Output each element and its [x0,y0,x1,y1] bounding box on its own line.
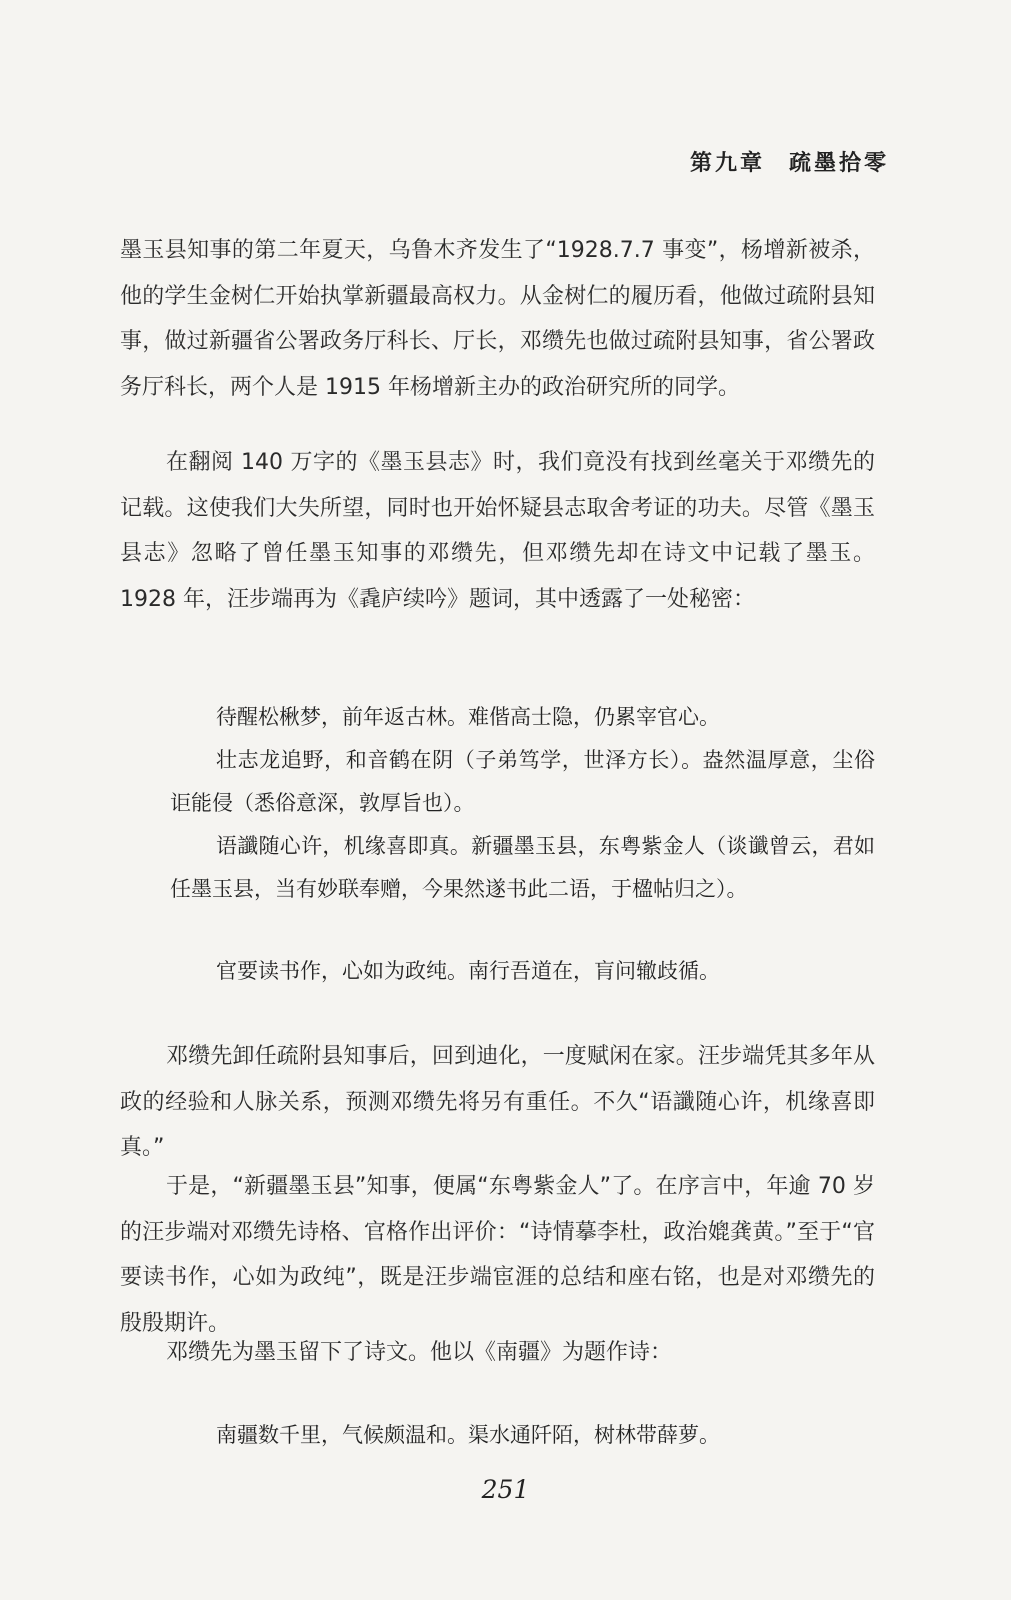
page-number: 251 [481,1475,530,1504]
paragraph-3: 邓缵先卸任疏附县知事后，回到迪化，一度赋闲在家。汪步端凭其多年从政的经验和人脉关系，预测邓缵先将另有重任。不久“语讖随心许，机缘喜即真。” [120,1044,875,1160]
paragraph-1: 墨玉县知事的第二年夏天，乌鲁木齐发生了“1928.7.7 事变”，杨增新被杀，他的学生金树仁开始执掌新疆最高权力。从金树仁的履历看，他做过疏附县知事，做过新疆省公署政务厅科长、厅长，邓缵先也做过疏附县知事，省公署政务厅科长，两个人是 1915 年杨增新主办的政治研究所的同学。 [120,238,875,400]
chapter-number: 第九章 [689,150,765,176]
paragraph-2: 在翻阅 140 万字的《墨玉县志》时，我们竟没有找到丝毫关于邓缵先的记载。这使我们大失所望，同时也开始怀疑县志取舍考证的功夫。尽管《墨玉县志》忽略了曾任墨玉知事的邓缵先，但邓缵先却在诗文中记载了墨玉。1928 年，汪步端再为《毳庐续吟》题词，其中透露了一处秘密： [120,450,875,612]
running-head [690,146,889,177]
paragraph-4: 于是，“新疆墨玉县”知事，便属“东粤紫金人”了。在序言中，年逾 70 岁的汪步端对邓缵先诗格、官格作出评价：“诗情摹李杜，政治媲龚黄。”至于“官要读书作，心如为政纯”，既是汪步端宦涯的总结和座右铭，也是对邓缵先的殷殷期许。 [120,1174,875,1336]
poem-nanjiang-line-1: 南疆数千里，气候颇温和。渠水通阡陌，树林带薛萝。 [216,1423,720,1447]
poem-line-2: 壮志龙追野，和音鹤在阴（子弟笃学，世泽方长）。盎然温厚意，尘俗讵能侵（悉俗意深，敦厚旨也）。 [170,748,875,815]
poem-line-4: 官要读书作，心如为政纯。南行吾道在，肓问辙歧循。 [216,959,720,983]
chapter-title: 疏墨拾零 [788,150,889,176]
paragraph-5: 邓缵先为墨玉留下了诗文。他以《南疆》为题作诗： [166,1340,673,1365]
poem-line-1: 待醒松楸梦，前年返古林。难偕高士隐，仍累宰官心。 [216,705,720,729]
poem-line-3: 语讖随心许，机缘喜即真。新疆墨玉县，东粤紫金人（谈谶曾云，君如任墨玉县，当有妙联奉赠，今果然遂书此二语，于楹帖归之）。 [170,834,875,901]
